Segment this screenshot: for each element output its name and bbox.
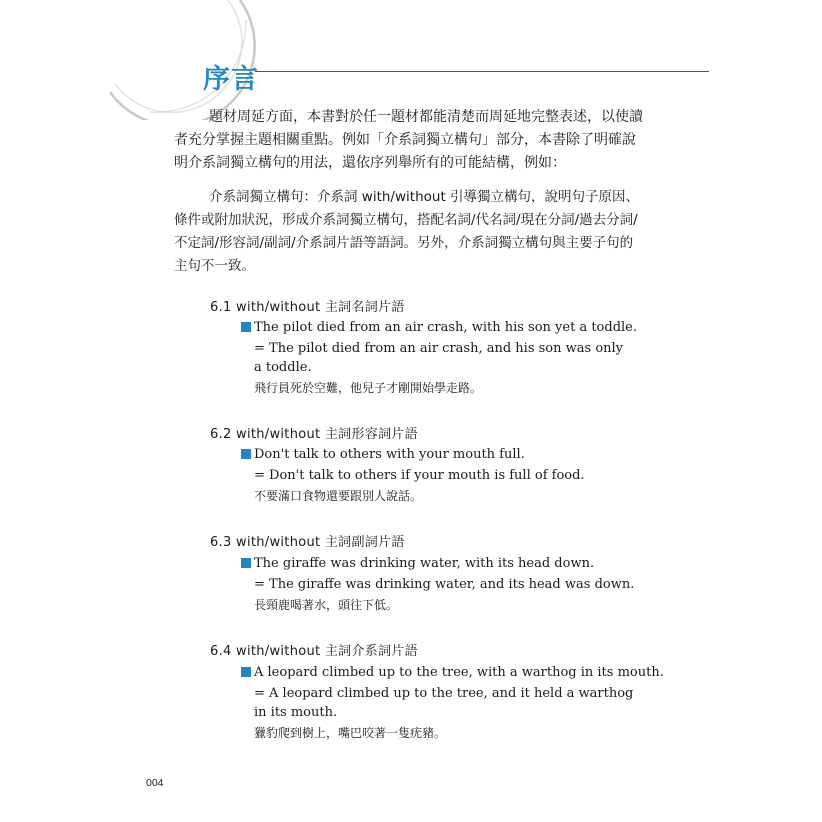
paraphrase-sentence: = Don't talk to others if your mouth is full of food. bbox=[254, 468, 585, 483]
section-heading-6-2: 6.2 with/without 主詞形容詞片語 bbox=[210, 427, 418, 442]
translation: 獵豹爬到樹上，嘴巴咬著一隻疣豬。 bbox=[254, 726, 447, 740]
intro-paragraph: 題材周延方面，本書對於任一題材都能清楚而周延地完整表述，以使讀者充分掌握主題相關重點。例如「介系詞獨立構句」部分，本書除了明確說明介系詞獨立構句的用法，還依序列舉所有的可能結構，例如： bbox=[174, 109, 643, 171]
example-sentence: Don't talk to others with your mouth full. bbox=[254, 447, 525, 462]
bullet-square-icon bbox=[241, 322, 251, 332]
paraphrase-sentence: = The giraffe was drinking water, and its head was down. bbox=[254, 577, 635, 592]
translation: 長頸鹿喝著水，頭往下低。 bbox=[254, 598, 399, 612]
example-block-6-2 bbox=[254, 445, 634, 506]
section-heading-6-1: 6.1 with/without 主詞名詞片語 bbox=[210, 300, 405, 315]
definition-paragraph: 介系詞獨立構句：介系詞 with/without 引導獨立構句，說明句子原因、條件或附加狀況，形成介系詞獨立構句，搭配名詞/代名詞/現在分詞/過去分詞/不定詞/形容詞/副詞/介系詞片語等語詞。另外，介系詞獨立構句與主要子句的主句不一致。 bbox=[174, 189, 640, 274]
paraphrase-sentence: = A leopard climbed up to the tree, and it held a warthog in its mouth. bbox=[254, 686, 634, 720]
translation: 飛行員死於空難，他兒子才剛開始學走路。 bbox=[254, 381, 483, 395]
bullet-square-icon bbox=[241, 667, 251, 677]
translation: 不要滿口食物還要跟別人說話。 bbox=[254, 489, 423, 503]
section-heading-6-4: 6.4 with/without 主詞介系詞片語 bbox=[210, 644, 418, 659]
section-heading-6-3: 6.3 with/without 主詞副詞片語 bbox=[210, 535, 405, 550]
bullet-square-icon bbox=[241, 449, 251, 459]
page-title: 序言 bbox=[203, 64, 259, 95]
example-block-6-4 bbox=[254, 663, 664, 743]
page-number: 004 bbox=[146, 777, 164, 789]
paraphrase-sentence: = The pilot died from an air crash, and his son was only a toddle. bbox=[254, 341, 624, 375]
example-block-6-3 bbox=[254, 554, 634, 615]
example-sentence: The pilot died from an air crash, with his son yet a toddle. bbox=[254, 320, 637, 335]
bullet-square-icon bbox=[241, 558, 251, 568]
example-sentence: The giraffe was drinking water, with its head down. bbox=[254, 556, 595, 571]
title-rule bbox=[255, 71, 709, 72]
example-sentence: A leopard climbed up to the tree, with a warthog in its mouth. bbox=[254, 665, 664, 680]
example-block-6-1 bbox=[254, 318, 637, 398]
